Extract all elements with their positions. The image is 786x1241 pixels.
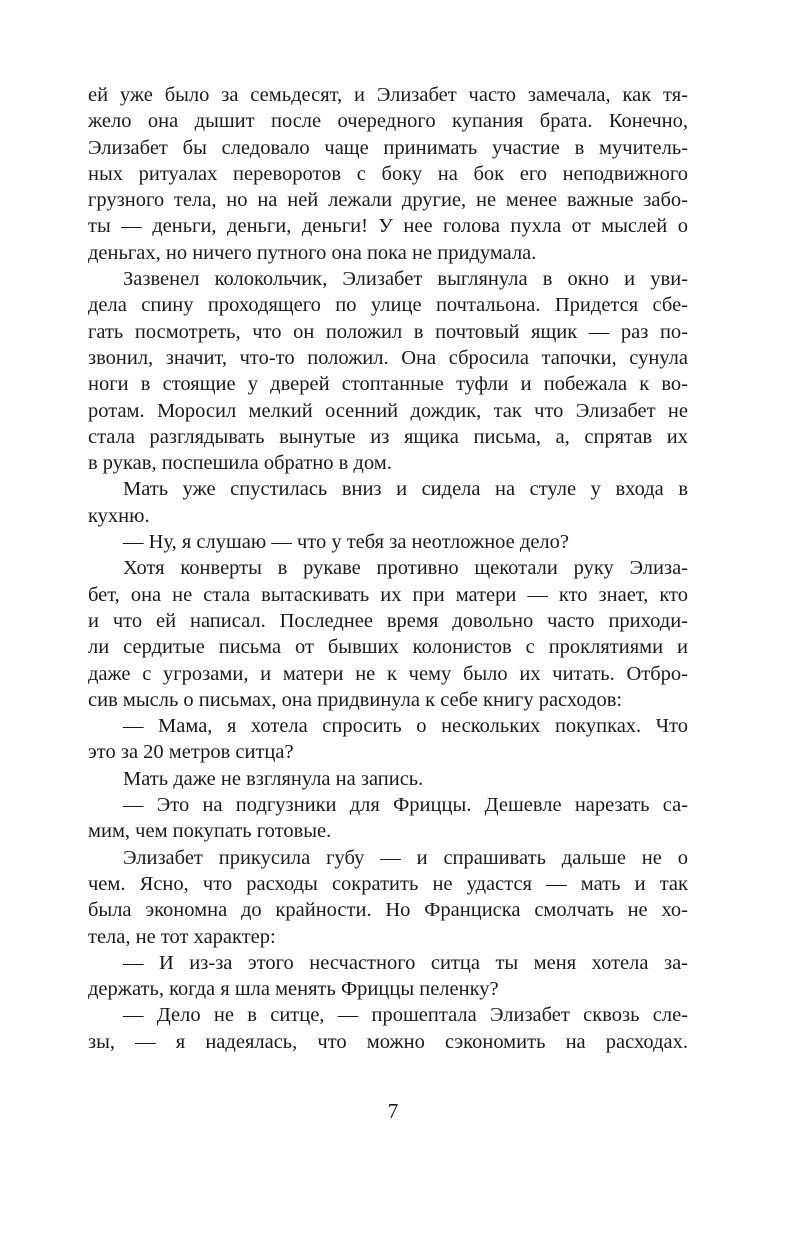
text-line: стала разглядывать вынутые из ящика письма, а, спрятав их xyxy=(88,425,688,448)
text-line: ты — деньги, деньги, деньги! У нее голова пухла от мыслей о xyxy=(88,215,688,238)
text-line: была экономна до крайности. Но Франциска смолчать не хо- xyxy=(88,899,688,922)
text-line: и что ей написал. Последнее время довольно часто приходи- xyxy=(88,609,688,632)
text-line: Элизабет прикусила губу — и спрашивать дальше не о xyxy=(123,846,688,869)
text-line: Хотя конверты в рукаве противно щекотали руку Элиза- xyxy=(123,557,688,580)
text-line: бет, она не стала вытаскивать их при матери — кто знает, кто xyxy=(88,583,688,606)
text-line: ноги в стоящие у дверей стоптанные туфли и побежала к во- xyxy=(88,373,688,396)
text-line: сив мысль о письмах, она придвинула к себе книгу расходов: xyxy=(88,688,623,711)
text-line: Мать даже не взглянула на запись. xyxy=(123,767,424,790)
text-line: Мать уже спустилась вниз и сидела на стуле у входа в xyxy=(123,478,688,501)
text-line: это за 20 метров ситца? xyxy=(88,741,294,764)
text-line: Зазвенел колокольчик, Элизабет выглянула в окно и уви- xyxy=(123,268,688,291)
text-line: держать, когда я шла менять Фриццы пеленку? xyxy=(88,978,499,1001)
text-line: Элизабет бы следовало чаще принимать участие в мучитель- xyxy=(88,136,688,159)
text-line: гать посмотреть, что он положил в почтовый ящик — раз по- xyxy=(88,320,688,343)
text-line: ных ритуалах переворотов с боку на бок его неподвижного xyxy=(88,162,688,185)
text-line: — Дело не в ситце, — прошептала Элизабет сквозь сле- xyxy=(123,1004,688,1027)
text-line: жело она дышит после очередного купания брата. Конечно, xyxy=(88,110,688,133)
text-line: чем. Ясно, что расходы сократить не удастся — мать и так xyxy=(88,872,688,895)
text-line: дела спину проходящего по улице почтальона. Придется сбе- xyxy=(88,294,688,317)
text-line: грузного тела, но на ней лежали другие, не менее важные забо- xyxy=(88,189,688,212)
body-text xyxy=(88,82,688,1055)
text-line: — Это на подгузники для Фриццы. Дешевле нарезать са- xyxy=(123,794,688,817)
text-line: в рукав, поспешила обратно в дом. xyxy=(88,452,392,475)
text-line: зы, — я надеялась, что можно сэкономить на расходах. xyxy=(88,1030,688,1053)
text-line: звонил, значит, что-то положил. Она сбросила тапочки, сунула xyxy=(88,346,688,369)
text-line: — И из-за этого несчастного ситца ты меня хотела за- xyxy=(123,951,688,974)
text-line: тела, не тот характер: xyxy=(88,925,276,948)
text-line: ли сердитые письма от бывших колонистов с проклятиями и xyxy=(88,636,688,659)
text-line: — Мама, я хотела спросить о нескольких покупках. Что xyxy=(123,715,688,738)
text-line: даже с угрозами, и матери не к чему было их читать. Отбро- xyxy=(88,662,688,685)
text-line: мим, чем покупать готовые. xyxy=(88,820,332,843)
text-line: ей уже было за семьдесят, и Элизабет часто замечала, как тя- xyxy=(88,84,688,106)
text-line: кухню. xyxy=(88,504,150,527)
text-line: деньгах, но ничего путного она пока не придумала. xyxy=(88,241,537,264)
text-line: ротам. Моросил мелкий осенний дождик, так что Элизабет не xyxy=(88,399,688,422)
page-number: 7 xyxy=(387,1099,399,1123)
text-line: — Ну, я слушаю — что у тебя за неотложное дело? xyxy=(123,531,569,554)
